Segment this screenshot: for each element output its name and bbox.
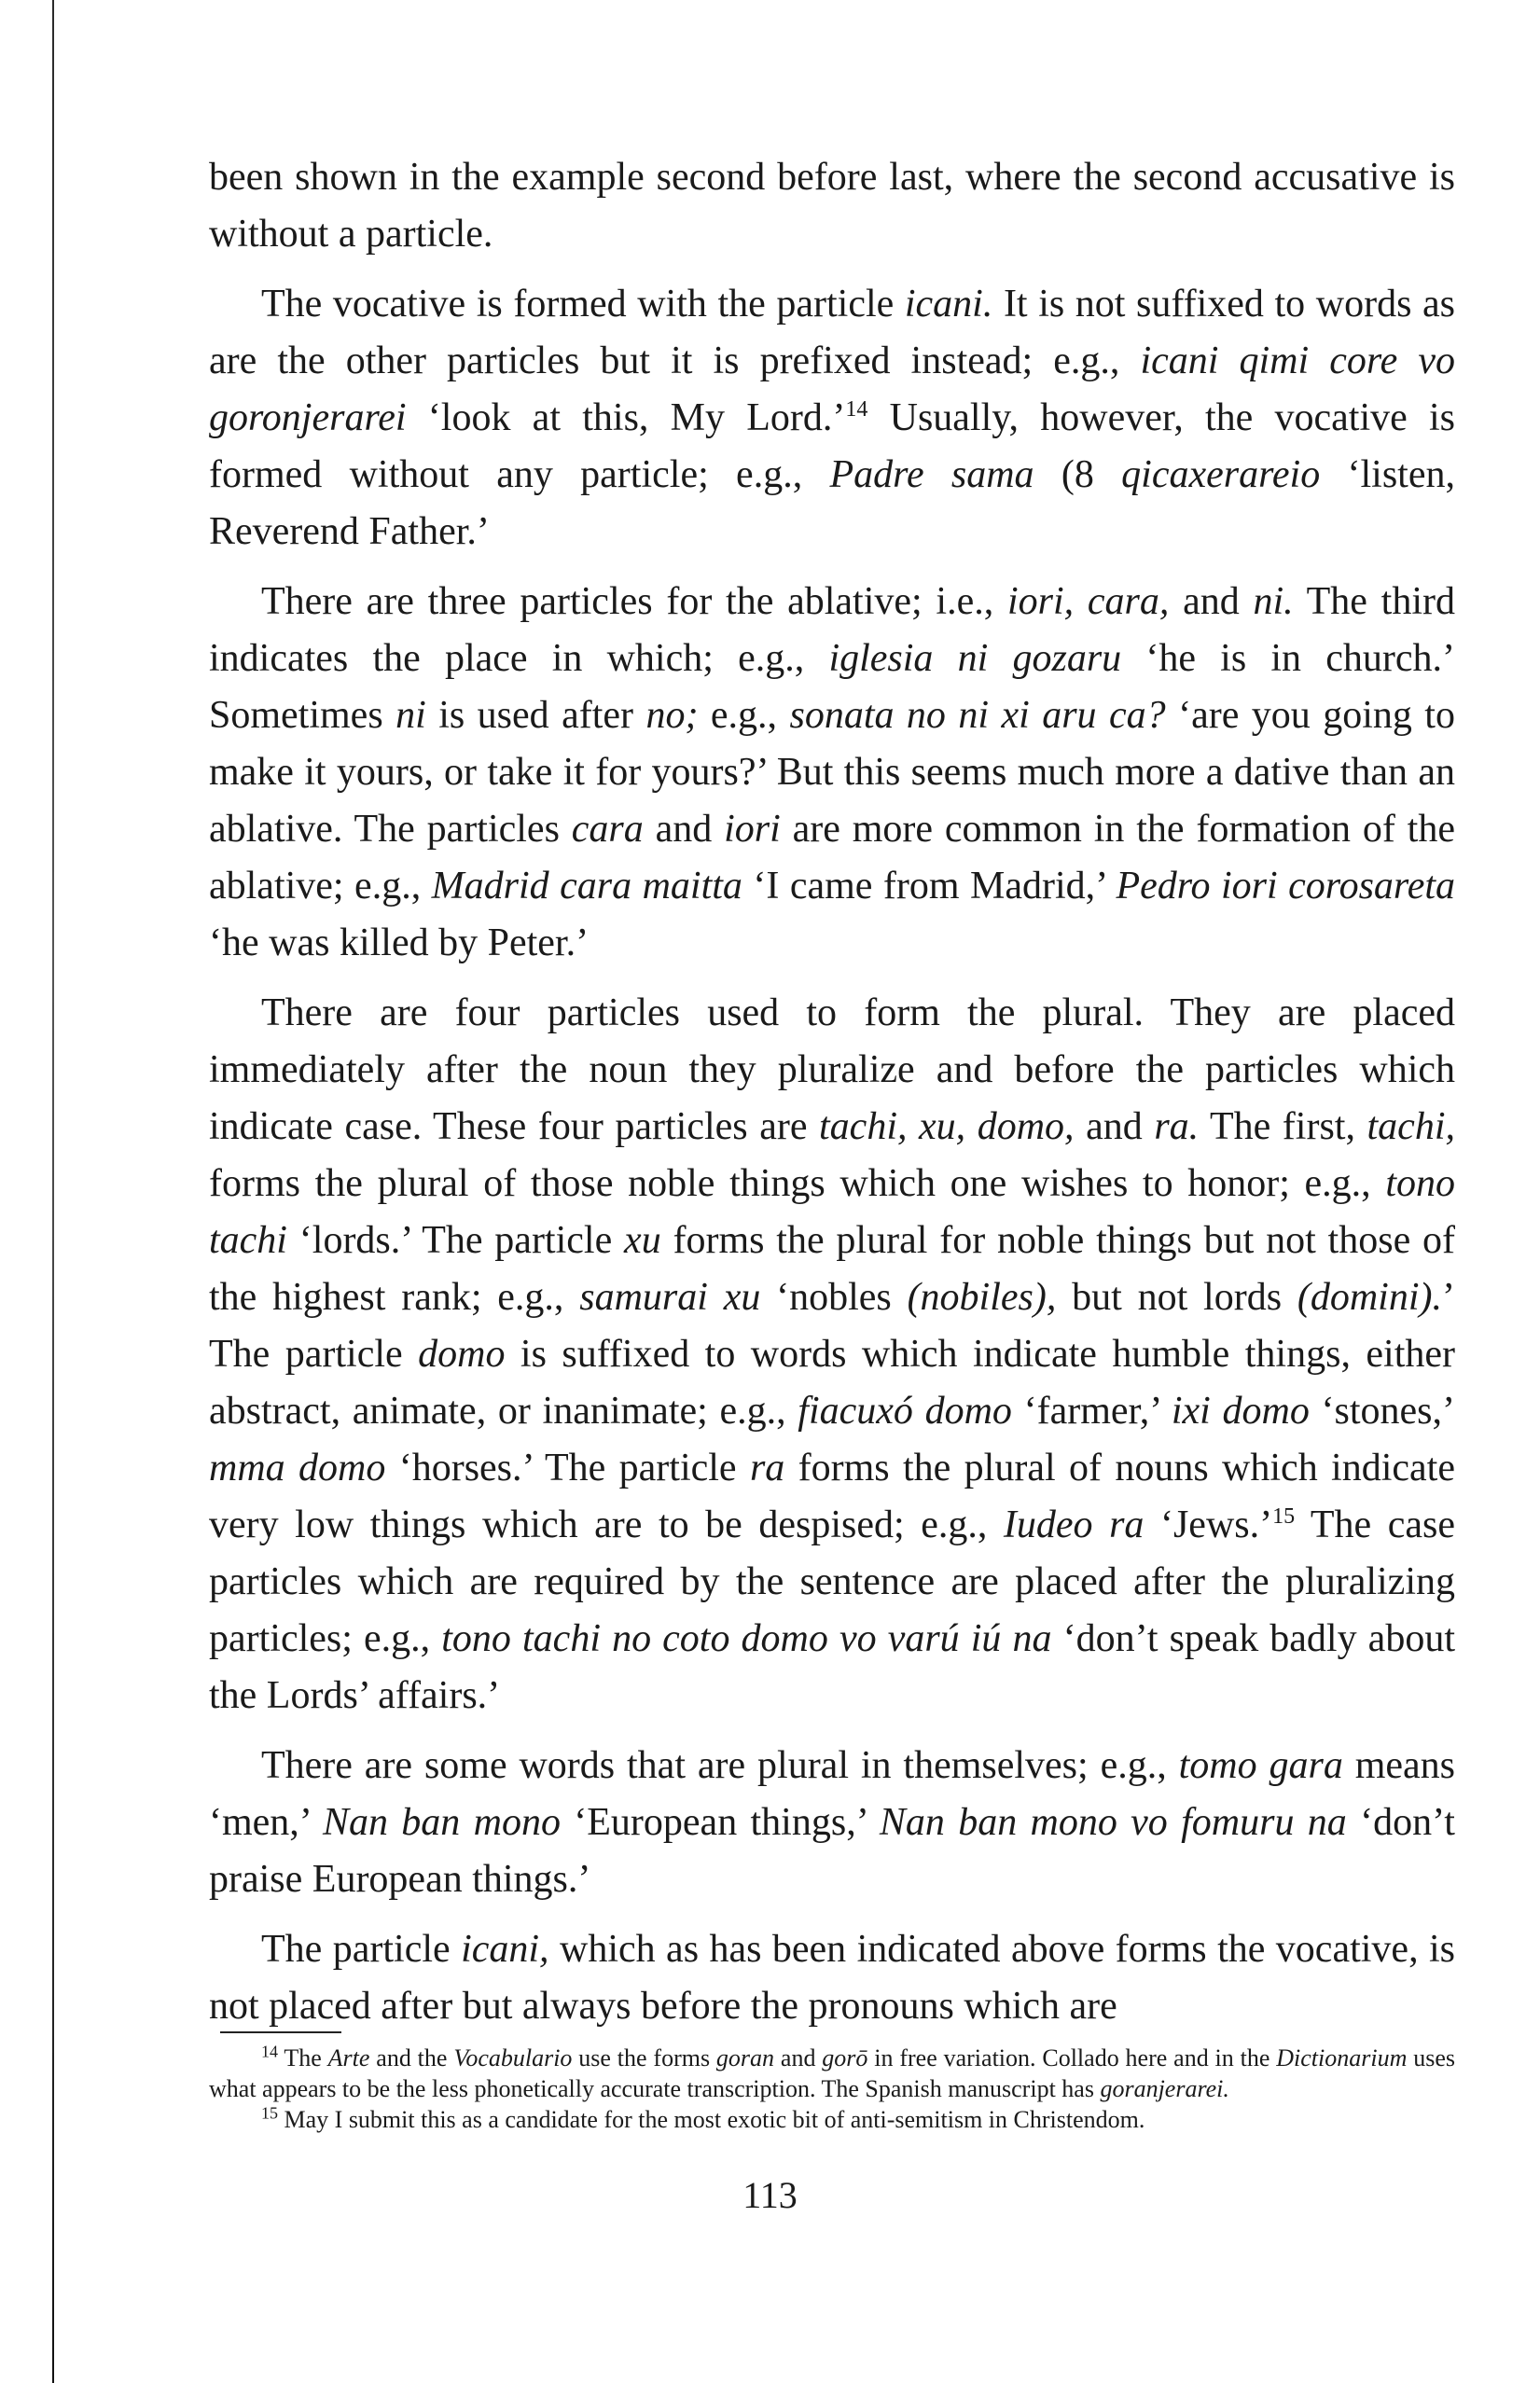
text-run: Usually, however, the vocative is formed without any particle; e.g., [209,396,1456,496]
text-run: The particle [261,1928,462,1971]
scan-edge-line [52,0,54,2383]
text-run: ’ The particle [209,1276,1455,1376]
text-run: ‘don’t praise European things.’ [209,1801,1455,1901]
italic-term: samurai xu [579,1276,761,1319]
text-run: uses what appears to be the less phonetically accurate transcription. The Spanish manuscript has [209,2044,1455,2102]
text-run: ‘he is in church.’ Sometimes [209,637,1455,737]
italic-term: ra [749,1447,785,1489]
paragraph [209,149,1455,263]
text-run: The [278,2044,328,2071]
text-run: forms the plural of those noble things which one wishes to honor; e.g., [209,1162,1386,1205]
italic-term: tono tachi no coto domo vo varú iú na [441,1617,1052,1660]
text-run: means ‘men,’ [209,1744,1456,1844]
italic-term: icani, [461,1928,549,1971]
page-number: 113 [742,2174,798,2216]
text-run: forms the plural of nouns which indicate very low things which are to be despised; e.g., [209,1447,1455,1546]
footnote [209,2104,1455,2135]
italic-term: Pedro iori corosareta [1116,865,1456,907]
italic-term: Padre sama [829,453,1034,496]
italic-term: iglesia ni gozaru [828,637,1122,680]
text-run: There are three particles for the ablative; i.e., [261,580,1007,623]
italic-term: icani. [904,283,993,326]
text-run: use the forms [572,2044,716,2071]
italic-term: ixi domo [1171,1390,1310,1433]
italic-term: goranjerarei. [1100,2075,1229,2102]
text-run: There are some words that are plural in themselves; e.g., [261,1744,1179,1787]
italic-term: qicaxerareio [1121,453,1321,496]
footnote-marker: 15 [261,2103,278,2123]
text-run: ‘listen, Reverend Father.’ [209,453,1455,553]
italic-term: mma domo [209,1447,386,1489]
italic-term: ra. [1154,1105,1200,1148]
italic-term: Arte [327,2044,370,2071]
italic-term: icani qimi core vo goronjerarei [209,339,1455,439]
italic-term: xu [624,1219,661,1262]
footnotes [209,2043,1455,2135]
italic-term: no; [645,694,699,737]
text-run: which as has been indicated above forms the vocative, is not placed after but always before the pronouns which are [209,1928,1456,2028]
paragraph [209,1738,1455,1908]
italic-term: (nobiles), [907,1276,1057,1319]
text-run: The vocative is formed with the particle [261,283,905,326]
text-run: May I submit this as a candidate for the most exotic bit of anti-semitism in Christendom. [278,2106,1145,2133]
body-text [209,149,1455,2048]
italic-term: Vocabulario [453,2044,573,2071]
italic-term: tachi, [1367,1105,1455,1148]
text-run: ‘stones,’ [1309,1390,1455,1433]
text-run: ‘don’t speak badly about the Lords’ affairs.’ [209,1617,1455,1717]
text-run: forms the plural for noble things but not those of the highest rank; e.g., [209,1219,1456,1319]
text-run: and [1169,580,1254,623]
text-run: are more common in the formation of the ablative; e.g., [209,808,1455,907]
text-run: in free variation. Collado here and in the [867,2044,1277,2071]
italic-term: sonata no ni xi aru ca? [789,694,1166,737]
text-run: and the [369,2044,454,2071]
text-run: and [643,808,725,851]
italic-term: domo [418,1333,506,1376]
text-run: ‘farmer,’ [1011,1390,1172,1433]
text-run: ‘Jews.’ [1144,1503,1273,1546]
text-run: ‘nobles [760,1276,908,1319]
text-run: been shown in the example second before last, where the second accusative is without a particle. [209,156,1455,256]
italic-term: tachi, xu, domo, [819,1105,1075,1148]
italic-term: gorō [822,2044,868,2071]
paragraph [209,574,1455,972]
footnote-marker: 14 [261,2042,278,2061]
text-run: ‘he was killed by Peter.’ [209,921,590,964]
text-run: ‘European things,’ [560,1801,880,1844]
paragraph [209,985,1455,1725]
text-run: The case particles which are required by the sentence are placed after the pluralizing particles; e.g., [209,1503,1456,1660]
footnote-reference: 15 [1272,1504,1296,1529]
italic-term: Nan ban mono vo fomuru na [879,1801,1347,1844]
italic-term: ni. [1253,580,1294,623]
footnote-reference: 14 [845,397,868,422]
paragraph [209,276,1455,561]
paragraph [209,1921,1455,2035]
text-run: ‘are you going to make it yours, or take it for yours?’ But this seems much more a dative than an ablative. The particles [209,694,1455,851]
text-run: There are four particles used to form the plural. They are placed immediately after the noun they pluralize and before the particles which indicate case. These four particles are [209,991,1455,1148]
italic-term: ni [395,694,426,737]
italic-term: goran [715,2044,775,2071]
italic-term: iori, cara, [1006,580,1170,623]
italic-term: fiacuxó domo [798,1390,1012,1433]
text-run: and [1074,1105,1155,1148]
footnote-rule [220,2031,341,2033]
italic-term: Iudeo ra [1003,1503,1145,1546]
text-run: is suffixed to words which indicate humble things, either abstract, animate, or inanimate; e.g., [209,1333,1455,1433]
italic-term: cara [571,808,644,851]
italic-term: tomo gara [1178,1744,1343,1787]
italic-term: Madrid cara maitta [431,865,742,907]
text-run: ‘horses.’ The particle [385,1447,750,1489]
italic-term: (domini). [1297,1276,1442,1319]
text-run: ‘I came from Madrid,’ [742,865,1117,907]
text-run: and [774,2044,823,2071]
italic-term: Dictionarium [1276,2044,1408,2071]
footnote [209,2043,1455,2104]
text-run: e.g., [698,694,790,737]
text-run: is used after [425,694,646,737]
text-run: It is not suffixed to words as are the other particles but it is prefixed instead; e.g., [209,283,1455,382]
italic-term: tono tachi [209,1162,1455,1262]
text-run: but not lords [1056,1276,1297,1319]
italic-term: Nan ban mono [322,1801,561,1844]
italic-term: iori [724,808,781,851]
text-run: ‘lords.’ The particle [286,1219,625,1262]
text-run: The third indicates the place in which; e.g., [209,580,1455,680]
text-run: ‘look at this, My Lord.’ [406,396,846,439]
text-run: The first, [1199,1105,1367,1148]
text-run: (8 [1034,453,1122,496]
